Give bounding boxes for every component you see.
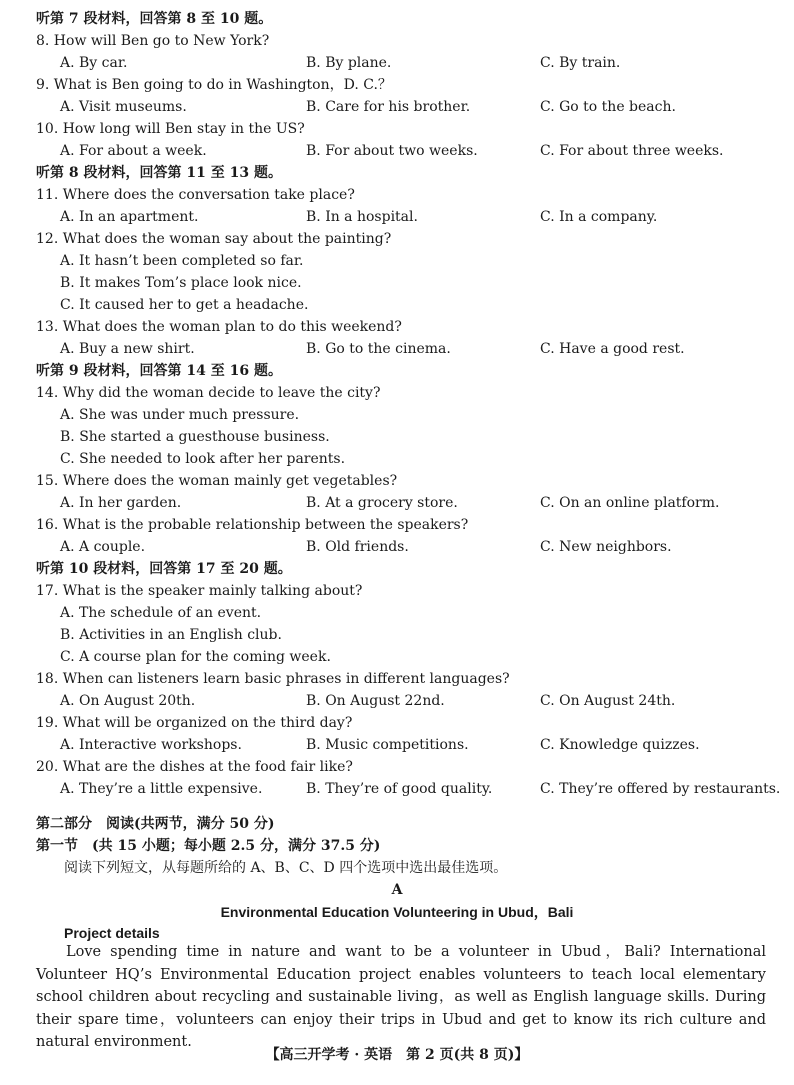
option-row bbox=[0, 338, 794, 360]
answer-option: A. A couple. bbox=[60, 539, 146, 555]
answer-option: C. By train. bbox=[540, 55, 621, 71]
answer-option: B. For about two weeks. bbox=[306, 143, 478, 159]
answer-option: A. Buy a new shirt. bbox=[60, 341, 195, 357]
answer-option: C. A course plan for the coming week. bbox=[60, 649, 331, 665]
answer-option: C. On an online platform. bbox=[540, 495, 720, 511]
answer-option: C. She needed to look after her parents. bbox=[60, 451, 346, 467]
answer-option: B. They’re of good quality. bbox=[306, 781, 493, 797]
answer-option: A. They’re a little expensive. bbox=[60, 781, 263, 797]
question-stem: 16. What is the probable relationship between the speakers? bbox=[36, 517, 469, 533]
question-stem: 9. What is Ben going to do in Washington，D. C.？ bbox=[36, 77, 392, 93]
section1-heading: 第一节 (共 15 小题；每小题 2.5 分，满分 37.5 分) bbox=[36, 838, 381, 854]
passage-letter: A bbox=[391, 882, 403, 898]
question-stem: 18. When can listeners learn basic phrases in different languages? bbox=[36, 671, 510, 687]
option-row bbox=[0, 206, 794, 228]
part2-heading: 第二部分 阅读(共两节，满分 50 分) bbox=[36, 816, 275, 832]
answer-option: B. Go to the cinema. bbox=[306, 341, 451, 357]
question-stem: 10. How long will Ben stay in the US? bbox=[36, 121, 305, 137]
answer-option: C. Have a good rest. bbox=[540, 341, 685, 357]
option-row bbox=[0, 536, 794, 558]
answer-option: C. In a company. bbox=[540, 209, 658, 225]
project-details-heading: Project details bbox=[64, 925, 160, 941]
listening-section-heading: 听第 8 段材料，回答第 11 至 13 题。 bbox=[36, 165, 282, 181]
answer-option: A. In her garden. bbox=[60, 495, 182, 511]
question-stem: 8. How will Ben go to New York? bbox=[36, 33, 270, 49]
answer-option: B. It makes Tom’s place look nice. bbox=[60, 275, 302, 291]
passage-title: Environmental Education Volunteering in Ubud，Bali bbox=[220, 904, 574, 920]
page-footer: 【高三开学考 · 英语 第 2 页(共 8 页)】 bbox=[265, 1047, 529, 1063]
answer-option: A. In an apartment. bbox=[60, 209, 199, 225]
answer-option: B. Care for his brother. bbox=[306, 99, 471, 115]
answer-option: B. On August 22nd. bbox=[306, 693, 445, 709]
question-stem: 13. What does the woman plan to do this weekend? bbox=[36, 319, 402, 335]
question-stem: 15. Where does the woman mainly get vegetables? bbox=[36, 473, 398, 489]
question-stem: 11. Where does the conversation take place? bbox=[36, 187, 355, 203]
answer-option: C. For about three weeks. bbox=[540, 143, 724, 159]
option-row bbox=[0, 52, 794, 74]
option-row bbox=[0, 690, 794, 712]
answer-option: C. It caused her to get a headache. bbox=[60, 297, 309, 313]
answer-option: A. It hasn’t been completed so far. bbox=[60, 253, 304, 269]
answer-option: A. On August 20th. bbox=[60, 693, 196, 709]
question-stem: 14. Why did the woman decide to leave the city? bbox=[36, 385, 381, 401]
question-stem: 19. What will be organized on the third day? bbox=[36, 715, 353, 731]
option-row bbox=[0, 734, 794, 756]
answer-option: B. Activities in an English club. bbox=[60, 627, 282, 643]
answer-option: B. She started a guesthouse business. bbox=[60, 429, 330, 445]
answer-option: A. Interactive workshops. bbox=[60, 737, 242, 753]
answer-option: C. Knowledge quizzes. bbox=[540, 737, 700, 753]
question-stem: 17. What is the speaker mainly talking about? bbox=[36, 583, 363, 599]
listening-section-heading: 听第 9 段材料，回答第 14 至 16 题。 bbox=[36, 363, 282, 379]
answer-option: A. For about a week. bbox=[60, 143, 207, 159]
answer-option: A. Visit museums. bbox=[60, 99, 187, 115]
answer-option: C. On August 24th. bbox=[540, 693, 676, 709]
listening-section-heading: 听第 10 段材料，回答第 17 至 20 题。 bbox=[36, 561, 292, 577]
answer-option: B. By plane. bbox=[306, 55, 392, 71]
question-stem: 20. What are the dishes at the food fair like? bbox=[36, 759, 353, 775]
option-row bbox=[0, 96, 794, 118]
answer-option: B. At a grocery store. bbox=[306, 495, 458, 511]
answer-option: B. Music competitions. bbox=[306, 737, 469, 753]
listening-section-heading: 听第 7 段材料，回答第 8 至 10 题。 bbox=[36, 11, 273, 27]
answer-option: A. By car. bbox=[60, 55, 128, 71]
answer-option: C. They’re offered by restaurants. bbox=[540, 781, 781, 797]
question-stem: 12. What does the woman say about the painting? bbox=[36, 231, 392, 247]
answer-option: C. New neighbors. bbox=[540, 539, 672, 555]
option-row bbox=[0, 492, 794, 514]
answer-option: A. The schedule of an event. bbox=[60, 605, 262, 621]
answer-option: B. In a hospital. bbox=[306, 209, 418, 225]
option-row bbox=[0, 140, 794, 162]
answer-option: B. Old friends. bbox=[306, 539, 409, 555]
reading-instruction: 阅读下列短文，从每题所给的 A、B、C、D 四个选项中选出最佳选项。 bbox=[64, 860, 508, 876]
answer-option: C. Go to the beach. bbox=[540, 99, 676, 115]
passage-paragraph: Love spending time in nature and want to be a volunteer in Ubud，Bali? International Volunteer HQ’s Environmental Education project enables volunteers to teach local elementary school children about recycling and sustainable living，as well as English language skills. During their spare time，volunteers can enjoy their trips in Ubud and get to know its rich culture and natural environment. bbox=[36, 944, 766, 1051]
option-row bbox=[0, 778, 794, 800]
answer-option: A. She was under much pressure. bbox=[60, 407, 300, 423]
